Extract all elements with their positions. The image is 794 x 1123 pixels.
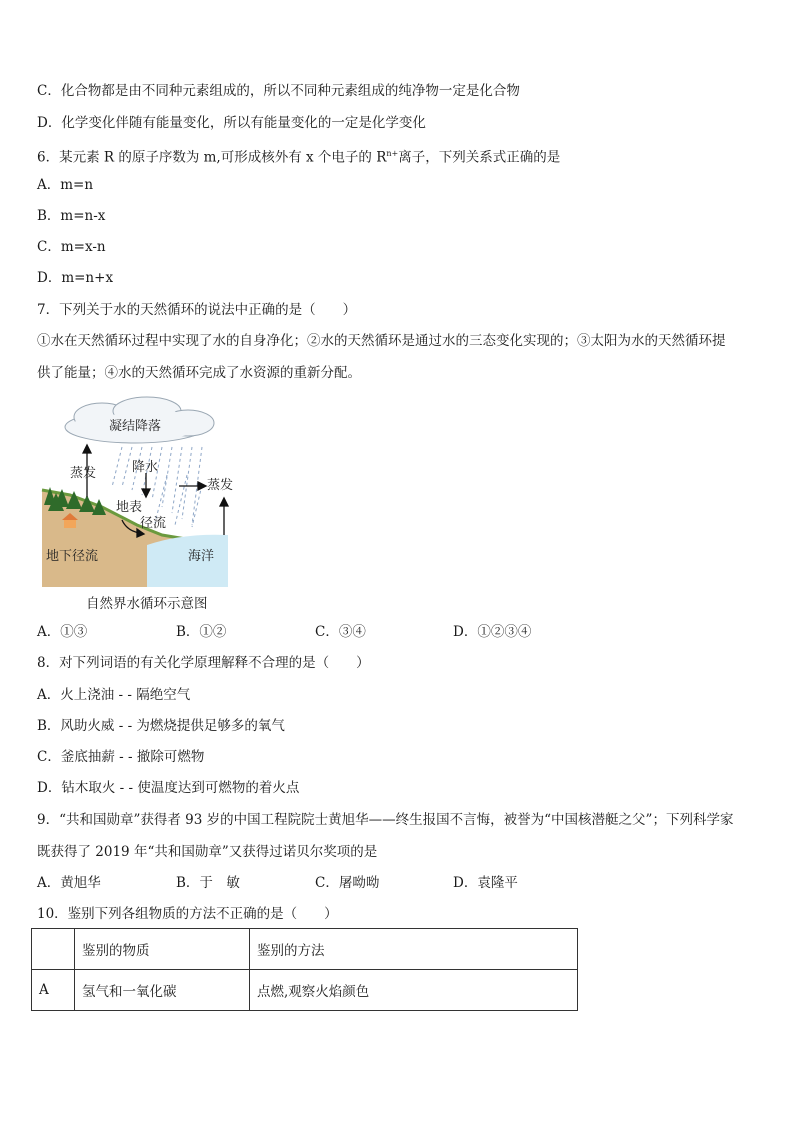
q7-stem: 7．下列关于水的天然循环的说法中正确的是（ ） xyxy=(37,302,357,318)
q5-option-d: D．化学变化伴随有能量变化，所以有能量变化的一定是化学变化 xyxy=(37,115,426,131)
q10-stem: 10．鉴别下列各组物质的方法不正确的是（ ） xyxy=(37,906,338,922)
ocean-label: 海洋 xyxy=(188,549,215,564)
evaporation-right-label: 蒸发 xyxy=(207,478,234,493)
q6-ion-charge: n+ xyxy=(386,149,399,158)
header-cell-method: 鉴别的方法 xyxy=(250,929,578,970)
header-cell-substances: 鉴别的物质 xyxy=(75,929,250,970)
q9-option-b: B．于 敏 xyxy=(176,875,240,891)
q9-option-c: C．屠呦呦 xyxy=(315,875,380,891)
q8-stem: 8．对下列词语的有关化学原理解释不合理的是（ ） xyxy=(37,655,370,671)
header-cell-index xyxy=(32,929,75,970)
q7-statement-line1: ①水在天然循环过程中实现了水的自身净化；②水的天然循环是通过水的三态变化实现的；③太阳为水的天然循环提 xyxy=(37,333,726,349)
surface-runoff-label-1: 地表 xyxy=(116,500,143,515)
q7-option-c: C．③④ xyxy=(315,624,366,640)
q6-stem-suffix: 离子，下列关系式正确的是 xyxy=(398,149,561,166)
q7-statement-line2: 供了能量；④水的天然循环完成了水资源的重新分配。 xyxy=(37,365,361,381)
q7-option-a: A．①③ xyxy=(37,624,88,640)
q6-option-a: A．m=n xyxy=(37,177,94,193)
q7-option-b: B．①② xyxy=(176,624,227,640)
groundwater-label: 地下径流 xyxy=(46,549,99,564)
q8-option-b: B．风助火威 - - 为燃烧提供足够多的氧气 xyxy=(37,718,285,734)
q8-option-c: C．釜底抽薪 - - 撤除可燃物 xyxy=(37,749,205,765)
q6-stem-prefix: 6．某元素 R 的原子序数为 m,可形成核外有 x 个电子的 R xyxy=(37,149,387,166)
q10-table xyxy=(31,928,578,1011)
surface-runoff-label-2: 径流 xyxy=(140,516,167,531)
q6-option-c: C．m=x-n xyxy=(37,239,106,255)
q8-option-d: D．钻木取火 - - 使温度达到可燃物的着火点 xyxy=(37,780,300,796)
table-row xyxy=(32,970,578,1011)
q7-option-d: D．①②③④ xyxy=(453,624,532,640)
evaporation-left-label: 蒸发 xyxy=(70,466,97,481)
q5-option-c: C．化合物都是由不同种元素组成的，所以不同种元素组成的纯净物一定是化合物 xyxy=(37,83,520,99)
row-method: 点燃,观察火焰颜色 xyxy=(250,970,578,1011)
row-label: A xyxy=(32,970,75,1011)
table-header-row xyxy=(32,929,578,970)
q8-option-a: A．火上浇油 - - 隔绝空气 xyxy=(37,687,191,703)
precipitation-label: 降水 xyxy=(132,460,159,475)
q6-option-d: D．m=n+x xyxy=(37,270,114,286)
q6-option-b: B．m=n-x xyxy=(37,208,106,224)
q9-option-d: D．袁隆平 xyxy=(453,875,518,891)
q9-stem-line1: 9．“共和国勋章”获得者 93 岁的中国工程院院士黄旭华——终生报国不言悔，被誉为“中国核潜艇之父”；下列科学家 xyxy=(37,812,734,828)
row-substances: 氢气和一氧化碳 xyxy=(75,970,250,1011)
q9-stem-line2: 既获得了 2019 年“共和国勋章”又获得过诺贝尔奖项的是 xyxy=(37,844,378,860)
cloud-label: 凝结降落 xyxy=(108,419,162,434)
q9-option-a: A．黄旭华 xyxy=(37,875,101,891)
q6-stem xyxy=(37,145,560,167)
figure-caption: 自然界水循环示意图 xyxy=(86,596,208,612)
water-cycle-diagram xyxy=(42,395,234,587)
